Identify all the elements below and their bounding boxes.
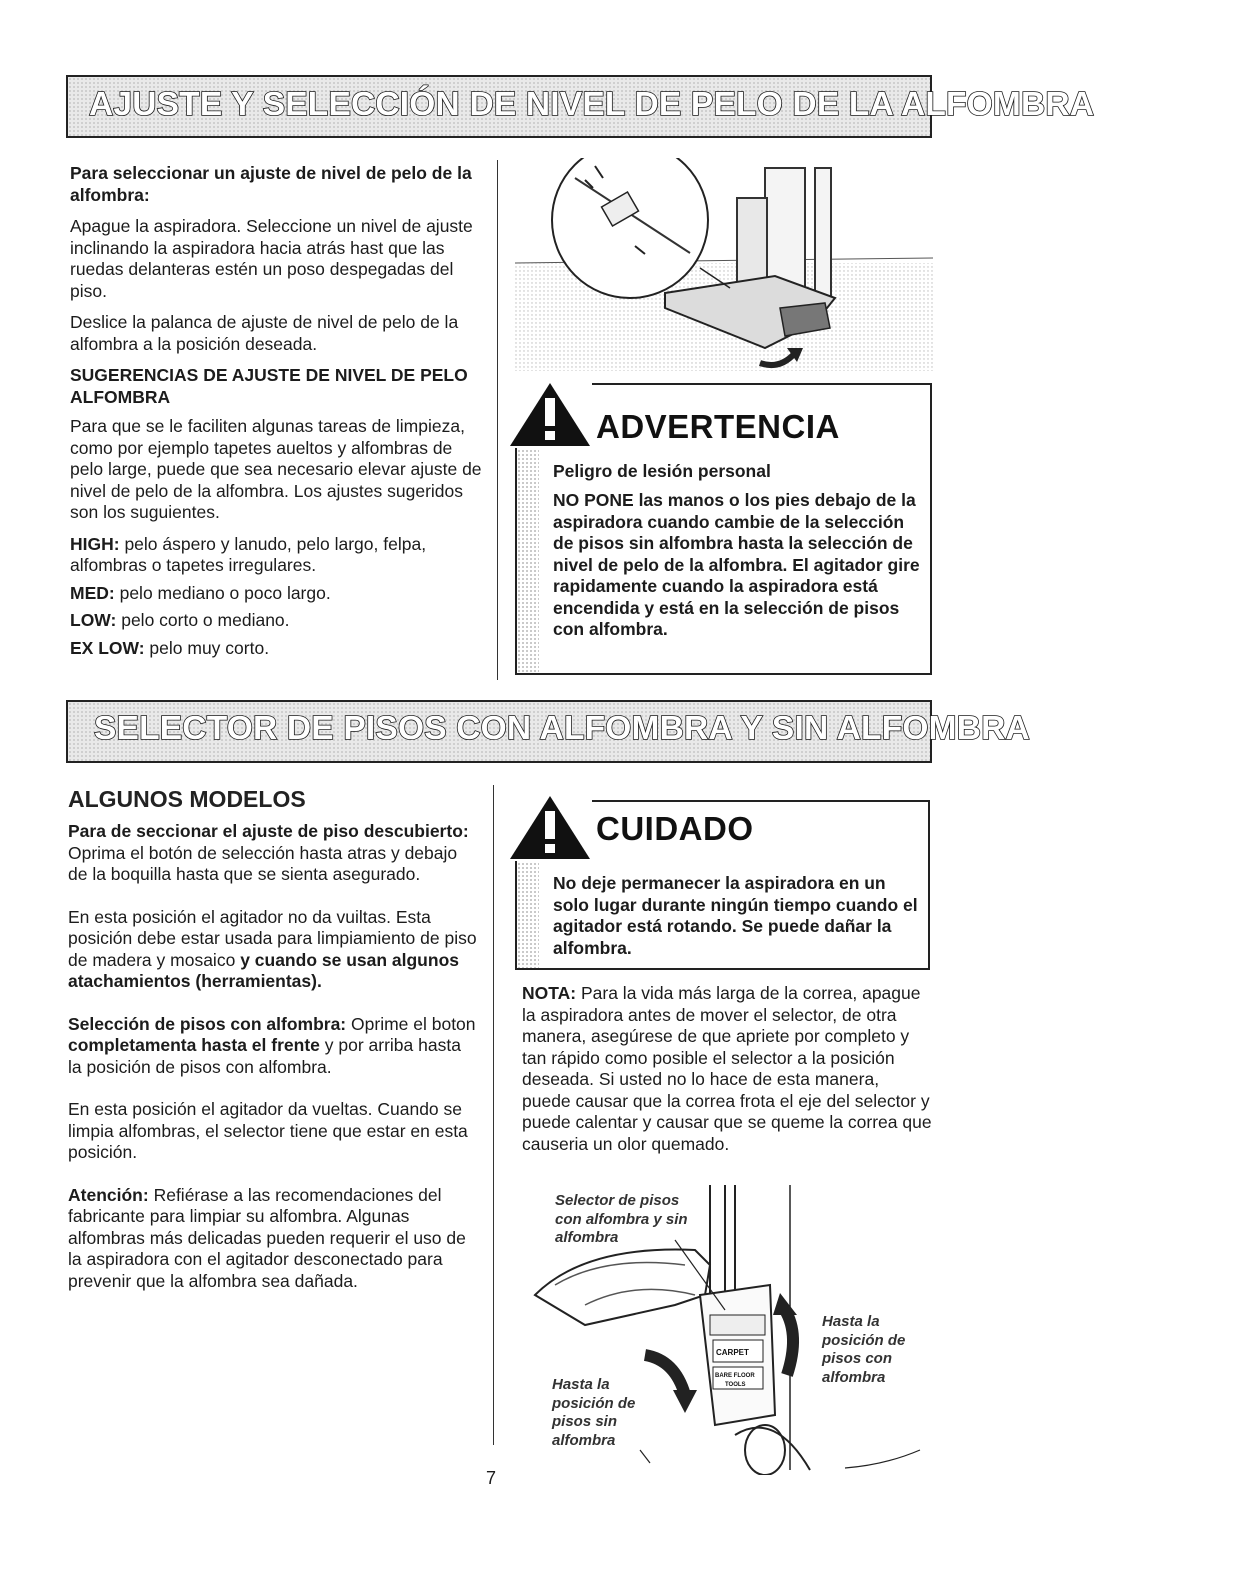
- section2-left-column: [68, 785, 478, 1302]
- to-bare-floor-caption: Hasta la posición de pisos sin alfombra: [552, 1376, 636, 1449]
- section2-column-divider: [493, 785, 494, 1445]
- section1-title: AJUSTE Y SELECCIÓN DE NIVEL DE PELO DE LA ALFOMBRA: [89, 86, 1095, 123]
- section2-paragraph-1: [68, 821, 478, 886]
- selector-caption: Selector de pisos con alfombra y sin alfombra: [555, 1192, 688, 1246]
- note-paragraph: [522, 983, 932, 1165]
- section2-paragraph-4: En esta posición el agitador da vueltas. Cuando se limpia alfombras, el selector tiene que estar en esta posición.: [68, 1099, 468, 1162]
- setting-low: [70, 610, 490, 632]
- note-text: Para la vida más larga de la correa, apague la aspiradora antes de mover el selector, de otra manera, asegúrese de que apriete por completo y tan rápido como posible el selector a la posición deseada. Si usted no lo hace de esta manera, puede causar que la correa frota el eje del selector y puede calentar y causar que se queme la correa que causeria un olor quemado.: [522, 983, 932, 1154]
- note-content: [522, 983, 932, 1155]
- section2-paragraph-2-bold: y cuando se usan algunos atachamientos (herramientas).: [68, 949, 459, 991]
- section2-heading: ALGUNOS MODELOS: [68, 786, 306, 812]
- section1-column-divider: [497, 160, 498, 680]
- caution-triangle-icon: [508, 793, 592, 861]
- setting-exlow: [70, 638, 490, 660]
- setting-exlow-text: pelo muy corto.: [149, 637, 270, 658]
- section1-left-column: [70, 163, 490, 669]
- carpet-selection-text-1: Oprime el boton: [351, 1013, 476, 1034]
- section1-banner: [66, 75, 1095, 138]
- section1-paragraph-2: Deslice la palanca de ajuste de nivel de pelo de la alfombra a la posición deseada.: [70, 312, 459, 354]
- attention-label: Atención:: [68, 1184, 149, 1205]
- setting-low-label: LOW:: [70, 610, 117, 630]
- tools-position-label: TOOLS: [725, 1382, 746, 1388]
- caution-box-shading: [517, 862, 539, 968]
- carpet-selection-bold: completamenta hasta el frente: [68, 1035, 320, 1055]
- warning-title: ADVERTENCIA: [596, 408, 840, 445]
- section2-paragraph-2-text: En esta posición el agitador no da vuiltas. Esta posición debe estar usada para limpiamiento de piso de madera y mosaico: [68, 906, 477, 970]
- carpet-selection-label: Selección de pisos con alfombra:: [68, 1013, 347, 1034]
- carpet-selection-text-2: y por arriba hasta la posición de pisos con alfombra.: [68, 1035, 461, 1077]
- caution-title: CUIDADO: [596, 810, 754, 847]
- setting-low-text: pelo corto o mediano.: [121, 610, 290, 630]
- section1-heading: Para seleccionar un ajuste de nivel de pelo de la alfombra:: [70, 163, 472, 205]
- section2-paragraph-2: [68, 907, 478, 993]
- setting-med-label: MED:: [70, 582, 115, 603]
- section2-paragraph-3: [68, 1014, 478, 1079]
- bare-floor-text: Oprima el botón de selección hasta atras y debajo de la boquilla hasta que se sienta asegurado.: [68, 842, 458, 884]
- bare-floor-position-label: BARE FLOOR: [715, 1373, 755, 1379]
- setting-high-label: HIGH:: [70, 533, 120, 554]
- note-label: NOTA:: [522, 983, 577, 1003]
- attention-text: Refiérase a las recomendaciones del fabricante para limpiar su alfombra. Algunas alfombras más delicadas pueden requerir el uso de la aspiradora con el agitador desconectado para prevenir que la alfombra sea dañada.: [68, 1184, 466, 1291]
- section2-banner: [66, 700, 1030, 763]
- warning-triangle-icon: [508, 380, 592, 448]
- warning-text: NO PONE las manos o los pies debajo de la aspiradora cuando cambie de la selección de pisos sin alfombra hasta la selección de nivel de pelo de la alfombra. El agitador gire rapidamente cuando la aspiradora está encendida y está en la selección de pisos con alfombra.: [553, 490, 920, 639]
- section2-title: SELECTOR DE PISOS CON ALFOMBRA Y SIN ALFOMBRA: [94, 710, 1030, 747]
- warning-subtitle: Peligro de lesión personal: [553, 461, 771, 481]
- tips-text: Para que se le faciliten algunas tareas de limpieza, como por ejemplo tapetes aueltos y alfombras de pelo large, puede que sea necesario elevar ajuste de nivel de pelo de la alfombra. Los ajustes sugeridos son los suguientes.: [70, 416, 482, 522]
- page-number: 7: [486, 1468, 497, 1488]
- setting-exlow-label: EX LOW:: [70, 637, 145, 658]
- setting-med: [70, 583, 490, 605]
- warning-box-shading: [517, 445, 539, 673]
- caution-text: No deje permanecer la aspiradora en un solo lugar durante ningún tiempo cuando el agitador está rotando. Se puede dañar la alfombra.: [553, 873, 918, 958]
- section2-paragraph-5: [68, 1185, 478, 1293]
- setting-high-text: pelo áspero y lanudo, pelo largo, felpa, alfombras o tapetes irregulares.: [70, 533, 427, 575]
- pile-height-illustration: [515, 158, 935, 373]
- setting-high: [70, 534, 490, 577]
- tips-heading: SUGERENCIAS DE AJUSTE DE NIVEL DE PELO ALFOMBRA: [70, 365, 468, 407]
- carpet-position-label: CARPET: [716, 1348, 749, 1357]
- bare-floor-label: Para de seccionar el ajuste de piso descubierto:: [68, 821, 469, 841]
- to-carpet-caption: Hasta la posición de pisos con alfombra: [822, 1313, 906, 1386]
- section1-paragraph-1: Apague la aspiradora. Seleccione un nivel de ajuste inclinando la aspiradora hacia atrás hast que las ruedas delanteras estén un poso despegadas del piso.: [70, 216, 473, 301]
- setting-med-text: pelo mediano o poco largo.: [119, 582, 331, 603]
